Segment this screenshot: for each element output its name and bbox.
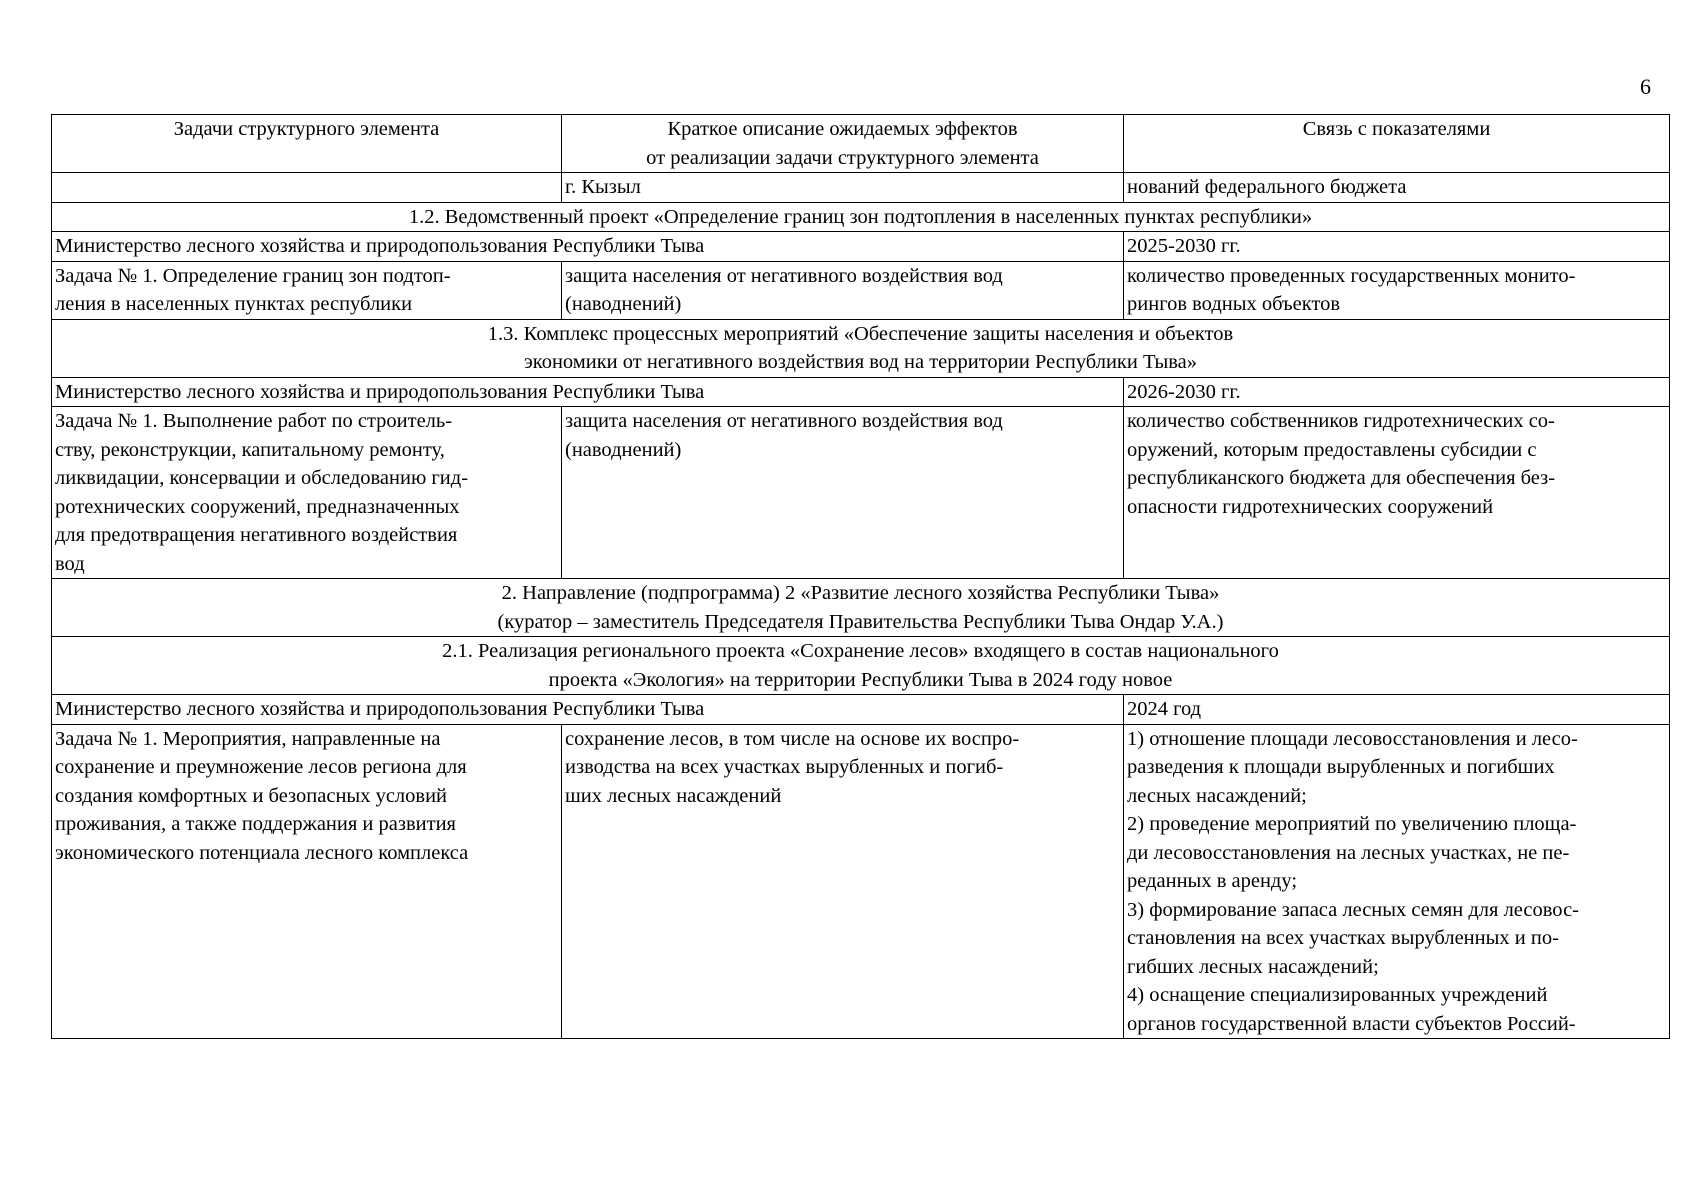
section-2-1-period: 2024 год bbox=[1124, 695, 1670, 725]
section-2-1-ministry: Министерство лесного хозяйства и природопользования Республики Тыва bbox=[52, 695, 1124, 725]
section-title-row bbox=[52, 637, 1670, 695]
header-tasks: Задачи структурного элемента bbox=[52, 115, 562, 173]
section-1-3-indicator: количество собственников гидротехнических со- оружений, которым предоставлены субсидии с республиканского бюджета для обеспечения без- опасности гидротехнических сооружений bbox=[1124, 407, 1670, 579]
section-1-2-title: 1.2. Ведомственный проект «Определение границ зон подтопления в населенных пунктах республики» bbox=[52, 202, 1670, 232]
continuation-task-cell bbox=[52, 173, 562, 203]
continuation-effect-cell: г. Кызыл bbox=[562, 173, 1124, 203]
table-row bbox=[52, 173, 1670, 203]
section-2-1-title: 2.1. Реализация регионального проекта «Сохранение лесов» входящего в состав национального проекта «Экология» на территории Республики Тыва в 2024 году новое bbox=[52, 637, 1670, 695]
section-1-3-effect: защита населения от негативного воздействия вод (наводнений) bbox=[562, 407, 1124, 579]
section-title-row bbox=[52, 202, 1670, 232]
task-row bbox=[52, 724, 1670, 1039]
table-header-row bbox=[52, 115, 1670, 173]
task-row bbox=[52, 261, 1670, 319]
section-2-1-indicator: 1) отношение площади лесовосстановления и лесо- разведения к площади вырубленных и погибших лесных насаждений; 2) проведение мероприятий по увеличению площа- ди лесовосстановления на лесных участках, не пе- реданных в аренду; 3) формирование запаса лесных семян для лесовос- становления на всех участках вырубленных и по- гибших лесных насаждений; 4) оснащение специализированных учреждений органов государственной власти субъектов Россий- bbox=[1124, 724, 1670, 1039]
section-1-2-indicator: количество проведенных государственных монито- рингов водных объектов bbox=[1124, 261, 1670, 319]
section-1-2-effect: защита населения от негативного воздействия вод (наводнений) bbox=[562, 261, 1124, 319]
ministry-row bbox=[52, 232, 1670, 262]
task-row bbox=[52, 407, 1670, 579]
section-2-1-effect: сохранение лесов, в том числе на основе их воспро- изводства на всех участках вырубленных и погиб- ших лесных насаждений bbox=[562, 724, 1124, 1039]
ministry-row bbox=[52, 377, 1670, 407]
program-structure-table bbox=[51, 114, 1670, 1039]
section-1-3-period: 2026-2030 гг. bbox=[1124, 377, 1670, 407]
section-1-3-task: Задача № 1. Выполнение работ по строитель- ству, реконструкции, капитальному ремонту, ликвидации, консервации и обследованию гид- ротехнических сооружений, предназначенных для предотвращения негативного воздействия вод bbox=[52, 407, 562, 579]
direction-title-row bbox=[52, 579, 1670, 637]
header-indicators: Связь с показателями bbox=[1124, 115, 1670, 173]
direction-2-title: 2. Направление (подпрограмма) 2 «Развитие лесного хозяйства Республики Тыва» (куратор – заместитель Председателя Правительства Республики Тыва Ондар У.А.) bbox=[52, 579, 1670, 637]
section-1-2-ministry: Министерство лесного хозяйства и природопользования Республики Тыва bbox=[52, 232, 1124, 262]
section-1-2-task: Задача № 1. Определение границ зон подтоп- ления в населенных пунктах республики bbox=[52, 261, 562, 319]
header-effects: Краткое описание ожидаемых эффектов от реализации задачи структурного элемента bbox=[562, 115, 1124, 173]
section-2-1-task: Задача № 1. Мероприятия, направленные на сохранение и преумножение лесов региона для создания комфортных и безопасных условий проживания, а также поддержания и развития экономического потенциала лесного комплекса bbox=[52, 724, 562, 1039]
continuation-indicator-cell: нований федерального бюджета bbox=[1124, 173, 1670, 203]
section-1-3-title: 1.3. Комплекс процессных мероприятий «Обеспечение защиты населения и объектов экономики от негативного воздействия вод на территории Республики Тыва» bbox=[52, 319, 1670, 377]
ministry-row bbox=[52, 695, 1670, 725]
section-1-2-period: 2025-2030 гг. bbox=[1124, 232, 1670, 262]
page-number: 6 bbox=[1640, 74, 1651, 99]
section-1-3-ministry: Министерство лесного хозяйства и природопользования Республики Тыва bbox=[52, 377, 1124, 407]
section-title-row bbox=[52, 319, 1670, 377]
